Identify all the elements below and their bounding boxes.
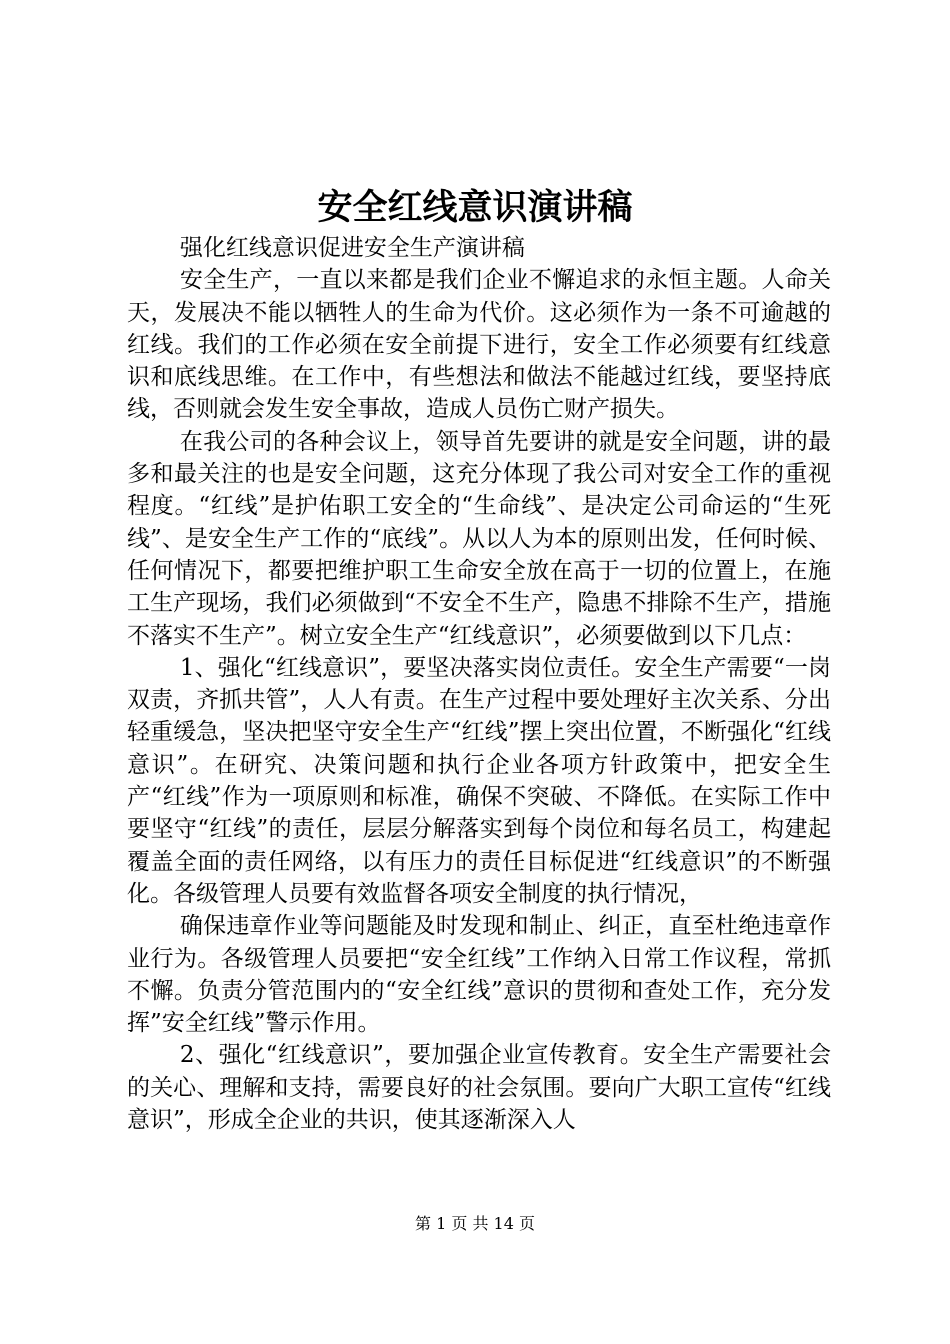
document-title: 安全红线意识演讲稿 bbox=[317, 187, 633, 228]
body-paragraph: 1、强化“红线意识”，要坚决落实岗位责任。安全生产需要“一岗双责，齐抓共管”，人人有责。在生产过程中要处理好主次关系、分出轻重缓急，坚决把坚守安全生产“红线”摆上突出位置，不断强化“红线意识”。在研究、决策问题和执行企业各项方针政策中，把安全生产“红线”作为一项原则和标准，确保不突破、不降低。在实际工作中要坚守“红线”的责任，层层分解落实到每个岗位和每名员工，构建起覆盖全面的责任网络，以有压力的责任目标促进“红线意识”的不断强化。各级管理人员要有效监督各项安全制度的执行情况， bbox=[127, 654, 831, 907]
document-body bbox=[127, 232, 831, 1136]
body-paragraph: 在我公司的各种会议上，领导首先要讲的就是安全问题，讲的最多和最关注的也是安全问题，这充分体现了我公司对安全工作的重视程度。“红线”是护佑职工安全的“生命线”、是决定公司命运的“生死线”、是安全生产工作的“底线”。从以人为本的原则出发，任何时候、任何情况下，都要把维护职工生命安全放在高于一切的位置上，在施工生产现场，我们必须做到“不安全不生产，隐患不排除不生产，措施不落实不生产”。树立安全生产“红线意识”，必须要做到以下几点： bbox=[127, 428, 831, 649]
body-paragraph: 安全生产，一直以来都是我们企业不懈追求的永恒主题。人命关天，发展决不能以牺牲人的生命为代价。这必须作为一条不可逾越的红线。我们的工作必须在安全前提下进行，安全工作必须要有红线意识和底线思维。在工作中，有些想法和做法不能越过红线，要坚持底线，否则就会发生安全事故，造成人员伤亡财产损失。 bbox=[127, 267, 831, 423]
body-paragraph: 2、强化“红线意识”，要加强企业宣传教育。安全生产需要社会的关心、理解和支持，需要良好的社会氛围。要向广大职工宣传“红线意识”，形成全企业的共识，使其逐渐深入人 bbox=[127, 1042, 831, 1134]
body-paragraph: 确保违章作业等问题能及时发现和制止、纠正，直至杜绝违章作业行为。各级管理人员要把“安全红线”工作纳入日常工作议程，常抓不懈。负责分管范围内的“安全红线”意识的贯彻和查处工作，充分发挥”安全红线”警示作用。 bbox=[127, 913, 831, 1037]
subtitle-paragraph: 强化红线意识促进安全生产演讲稿 bbox=[179, 235, 525, 261]
page-footer: 第 1 页 共 14 页 bbox=[415, 1214, 535, 1233]
